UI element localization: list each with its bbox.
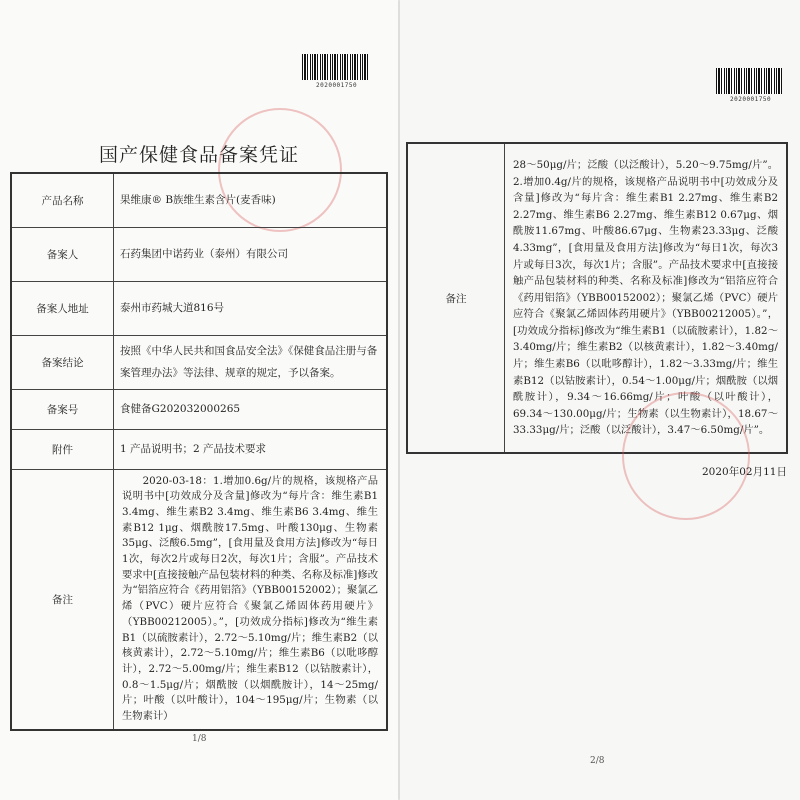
remarks-text: 28～50μg/片；泛酸（以泛酸计），5.20～9.75mg/片”。2.增加0.4g/片的规格，该规格产品说明书中[功效成分及含量]修改为“每片含：维生素B1 2.27mg、维生素B2 2.27mg、维生素B6 2.27mg、维生素B12 0.67μg、烟酰胺11.67mg、叶酸86.67μg、生物素23.33μg、泛酸4.33mg”，[食用量及食用方法]修改为“每日1次，每次3片或每日3次，每次1片；含服”。产品技术要求中[直接接触产品包装材料的种类、名称及标准]修改为“铝箔应符合《药用铝箔》（YBB00152002）；聚氯乙烯（PVC）硬片应符合《聚氯乙烯固体药用硬片》（YBB00212005）。”，[功效成分指标]修改为“维生素B1（以硫胺素计），1.82～3.40mg/片；维生素B2（以核黄素计），1.82～3.40mg/片；维生素B6（以吡哆醇计），1.82～3.33mg/片；维生素B12（以钴胺素计），0.54～1.00μg/片；烟酰胺（以烟酰胺计），9.34～16.66mg/片；叶酸（以叶酸计），69.34～130.00μg/片；生物素（以生物素计），18.67～33.33μg/片；泛酸（以泛酸计），3.47～6.50mg/片”。 <box>513 158 778 437</box>
certificate-table <box>406 142 788 454</box>
row-label: 产品名称 <box>11 173 114 227</box>
row-label: 备注 <box>407 143 505 453</box>
page-title: 国产保健食品备案凭证 <box>98 144 299 166</box>
table-row <box>11 335 387 389</box>
filing-conclusion: 按照《中华人民共和国食品安全法》《保健食品注册与备案管理办法》等法律、规章的规定，予以备案。 <box>114 335 388 389</box>
table-row <box>11 469 387 730</box>
barcode <box>302 54 368 80</box>
filing-number: 食健备G202032000265 <box>114 389 388 429</box>
table-row <box>407 143 787 453</box>
row-label: 备案人 <box>11 227 114 281</box>
certificate-table <box>10 172 388 731</box>
barcode-number: 2020001750 <box>316 82 358 89</box>
table-row <box>11 227 387 281</box>
barcode <box>716 68 782 94</box>
row-label: 备案号 <box>11 389 114 429</box>
row-label: 备案结论 <box>11 335 114 389</box>
certificate-page-2 <box>400 0 800 800</box>
row-label: 备案人地址 <box>11 281 114 335</box>
page-number: 2/8 <box>590 756 605 766</box>
row-label: 附件 <box>11 429 114 469</box>
issue-date: 2020年02月11日 <box>702 466 787 478</box>
remarks-text: 2020-03-18：1.增加0.6g/片的规格，该规格产品说明书中[功效成分及含量]修改为“每片含：维生素B1 3.4mg、维生素B2 3.4mg、维生素B6 3.4mg、维生素B12 1μg、烟酰胺17.5mg、叶酸130μg、生物素35μg、泛酸6.5mg”，[食用量及食用方法]修改为“每日1次，每次2片或每日2次，每次1片；含服”。产品技术要求中[直接接触产品包装材料的种类、名称及标准]修改为“铝箔应符合《药用铝箔》（YBB00152002）；聚氯乙烯（PVC）硬片应符合《聚氯乙烯固体药用硬片》（YBB00212005）。”，[功效成分指标]修改为“维生素B1（以硫胺素计），2.72～5.10mg/片；维生素B2（以核黄素计），2.72～5.10mg/片；维生素B6（以吡哆醇计），2.72～5.00mg/片；维生素B12（以钴胺素计），0.8～1.5μg/片；烟酰胺（以烟酰胺计），14～25mg/片；叶酸（以叶酸计），104～195μg/片；生物素（以生物素计） <box>122 474 378 723</box>
row-label: 备注 <box>11 469 114 730</box>
table-row <box>11 429 387 469</box>
attachments: 1 产品说明书；2 产品技术要求 <box>114 429 388 469</box>
certificate-page-1 <box>0 0 398 800</box>
table-row <box>11 281 387 335</box>
remarks-cell <box>114 469 388 730</box>
product-name: 果维康® B族维生素含片(麦香味) <box>114 173 388 227</box>
red-seal-watermark <box>622 392 750 520</box>
registrant: 石药集团中诺药业（泰州）有限公司 <box>114 227 388 281</box>
table-row <box>11 173 387 227</box>
registrant-address: 泰州市药城大道816号 <box>114 281 388 335</box>
page-number: 1/8 <box>192 734 207 744</box>
barcode-number: 2020001750 <box>730 96 772 103</box>
table-row <box>11 389 387 429</box>
